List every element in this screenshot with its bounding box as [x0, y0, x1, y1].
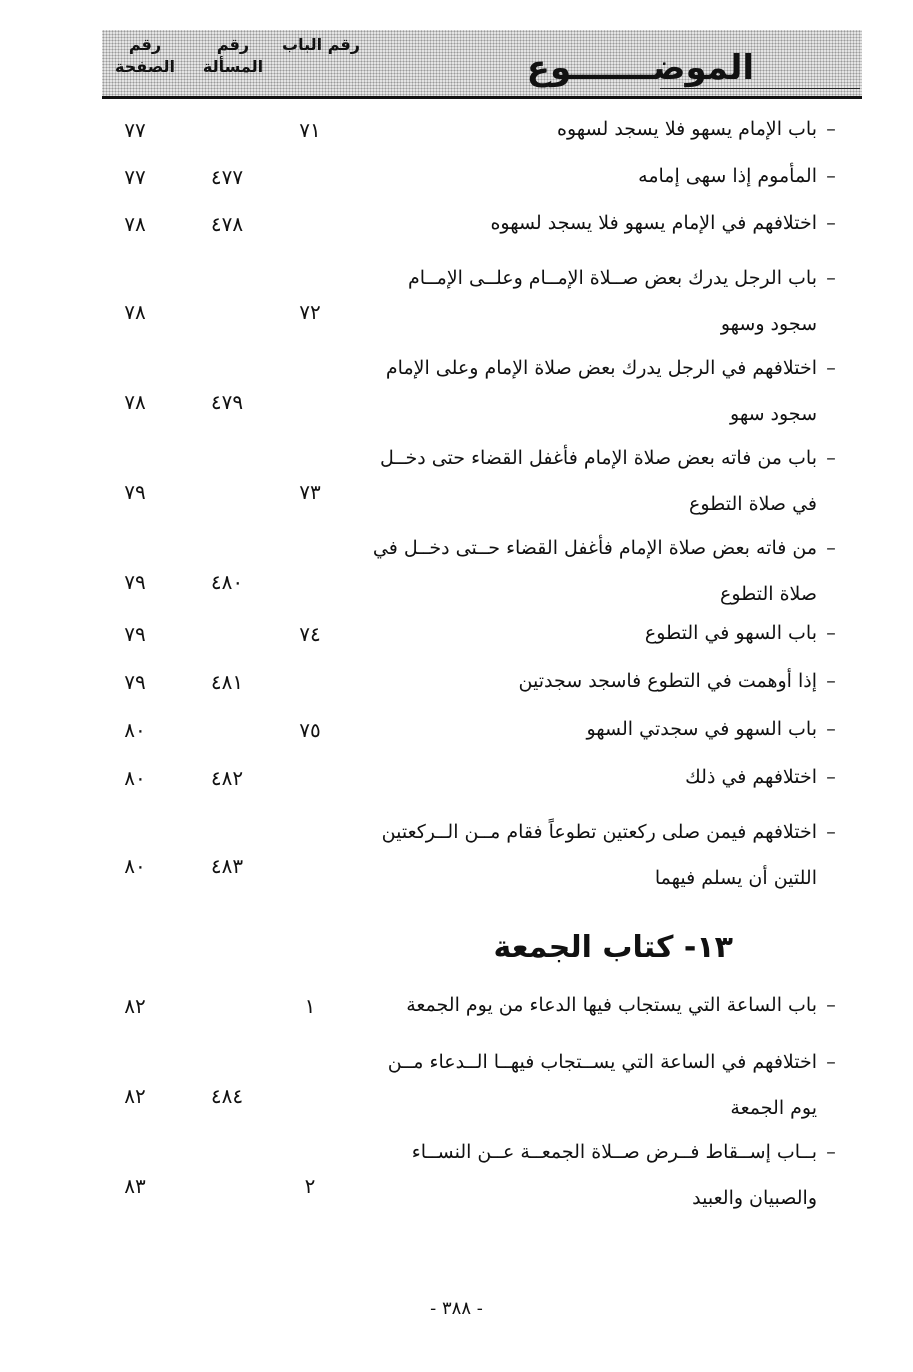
question-number: ٤٧٨	[210, 212, 244, 236]
bullet-dash: –	[826, 766, 836, 788]
question-number: ٤٧٩	[210, 390, 244, 414]
bullet-dash: –	[826, 1141, 836, 1163]
topic-text: –اختلافهم في الإمام يسهو فلا يسجد لسهوه	[365, 200, 845, 246]
topic-text: –باب السهو في التطوع	[365, 610, 845, 656]
page-number: ٨٠	[124, 854, 146, 878]
bullet-dash: –	[826, 165, 836, 187]
header-question-number: رقم المسألة	[202, 35, 264, 76]
bullet-dash: –	[826, 212, 836, 234]
page-number: ٧٨	[124, 390, 146, 414]
chapter-number: ٧٤	[299, 622, 321, 646]
bullet-dash: –	[826, 622, 836, 644]
topic-text: –اختلافهم فيمن صلى ركعتين تطوعاً فقام مــن الــركعتين اللتين أن يسلم فيهما	[365, 809, 845, 901]
page-number: ٨٢	[124, 994, 146, 1018]
chapter-number: ٧٣	[299, 480, 321, 504]
question-number: ٤٨٠	[210, 570, 244, 594]
topic-text: –من فاته بعض صلاة الإمام فأغفل القضاء حــتى دخــل في صلاة التطوع	[365, 525, 845, 617]
chapter-number: ٧١	[299, 118, 321, 142]
bullet-dash: –	[826, 447, 836, 469]
page-number: ٧٩	[124, 480, 146, 504]
question-number: ٤٧٧	[210, 165, 244, 189]
page-number: ٧٨	[124, 212, 146, 236]
header-rule	[660, 88, 860, 89]
topic-text: –باب الرجل يدرك بعض صــلاة الإمــام وعلــى الإمــام سجود وسهو	[365, 255, 845, 347]
bullet-dash: –	[826, 537, 836, 559]
topic-text: –باب الساعة التي يستجاب فيها الدعاء من يوم الجمعة	[365, 982, 845, 1028]
page-number: ٨٣	[124, 1174, 146, 1198]
bullet-dash: –	[826, 821, 836, 843]
page-number: ٧٩	[124, 622, 146, 646]
chapter-number: ١	[304, 994, 316, 1018]
page-footer-number: - ٣٨٨ -	[430, 1298, 483, 1319]
question-number: ٤٨١	[210, 670, 244, 694]
page-number: ٧٧	[124, 165, 146, 189]
page-number: ٨٠	[124, 766, 146, 790]
topic-text: –اختلافهم في الساعة التي يســتجاب فيهــا الــدعاء مــن يوم الجمعة	[365, 1039, 845, 1131]
page-number: ٧٩	[124, 670, 146, 694]
section-title: ١٣- كتاب الجمعة	[493, 930, 733, 965]
page-number: ٨٢	[124, 1084, 146, 1108]
page-number: ٧٩	[124, 570, 146, 594]
topic-text: –إذا أوهمت في التطوع فاسجد سجدتين	[365, 658, 845, 704]
page-number: ٧٨	[124, 300, 146, 324]
topic-text: –باب الإمام يسهو فلا يسجد لسهوه	[365, 106, 845, 152]
topic-text: –باب السهو في سجدتي السهو	[365, 706, 845, 752]
bullet-dash: –	[826, 994, 836, 1016]
topic-text: –المأموم إذا سهى إمامه	[365, 153, 845, 199]
question-number: ٤٨٢	[210, 766, 244, 790]
topic-text: –اختلافهم في الرجل يدرك بعض صلاة الإمام وعلى الإمام سجود سهو	[365, 345, 845, 437]
topic-text: –باب من فاته بعض صلاة الإمام فأغفل القضاء حتى دخــل في صلاة التطوع	[365, 435, 845, 527]
page-number: ٧٧	[124, 118, 146, 142]
header-page-number: رقم الصفحة	[114, 35, 175, 76]
topic-text: –اختلافهم في ذلك	[365, 754, 845, 800]
bullet-dash: –	[826, 357, 836, 379]
header-topic: الموضـــــــوع	[526, 48, 754, 88]
bullet-dash: –	[826, 267, 836, 289]
chapter-number: ٧٢	[299, 300, 321, 324]
chapter-number: ٢	[304, 1174, 316, 1198]
topic-text: –بــاب إســقاط فــرض صــلاة الجمعــة عــن النســاء والصبيان والعبيد	[365, 1129, 845, 1221]
question-number: ٤٨٤	[210, 1084, 244, 1108]
page-number: ٨٠	[124, 718, 146, 742]
bullet-dash: –	[826, 670, 836, 692]
bullet-dash: –	[826, 118, 836, 140]
bullet-dash: –	[826, 1051, 836, 1073]
question-number: ٤٨٣	[210, 854, 244, 878]
chapter-number: ٧٥	[299, 718, 321, 742]
bullet-dash: –	[826, 718, 836, 740]
header-chapter-number: رقم الباب	[282, 35, 360, 54]
